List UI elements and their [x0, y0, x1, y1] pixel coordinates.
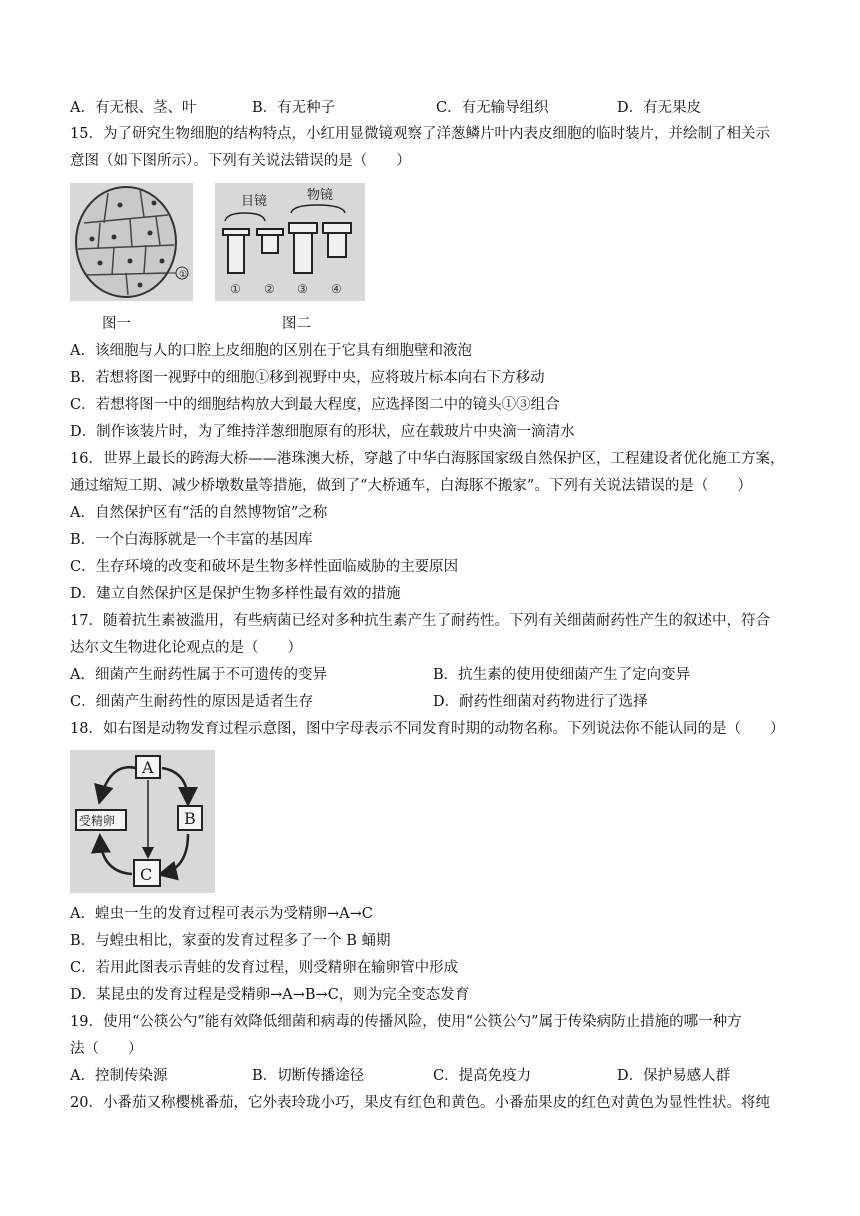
q18-stem-line1: 18．如右图是动物发育过程示意图，图中字母表示不同发育时期的动物名称。下列说法你不能认同的是（ ） — [70, 721, 785, 737]
q19-option-a: A．控制传染源 — [70, 1068, 168, 1084]
lenses-illustration — [215, 183, 365, 301]
q17-stem-line2: 达尔文生物进化论观点的是（ ） — [70, 640, 302, 656]
fertilized-egg-label: 受精卵 — [79, 814, 116, 828]
q18-option-c: C．若用此图表示青蛙的发育过程，则受精卵在输卵管中形成 — [70, 960, 459, 976]
stage-b-label: B — [184, 809, 196, 828]
development-cycle-illustration — [70, 750, 215, 893]
q17-option-d: D．耐药性细菌对药物进行了选择 — [433, 694, 648, 710]
q17-option-c: C．细菌产生耐药性的原因是适者生存 — [70, 694, 314, 710]
objective-label: 物镜 — [307, 188, 334, 203]
q19-stem-line1: 19．使用“公筷公勺”能有效降低细菌和病毒的传播风险，使用“公筷公勺”属于传染病防止措施的哪一种方 — [70, 1014, 742, 1030]
q16-option-b: B．一个白海豚就是一个丰富的基因库 — [70, 532, 313, 548]
lens-num-3: ③ — [297, 282, 308, 296]
q14-option-c: C．有无输导组织 — [436, 100, 549, 116]
q19-stem-line2: 法（ ） — [70, 1041, 143, 1057]
q16-option-d: D．建立自然保护区是保护生物多样性最有效的措施 — [70, 586, 401, 602]
lens-num-2: ② — [264, 282, 275, 296]
q15-option-b: B．若想将图一视野中的细胞①移到视野中央，应将玻片标本向右下方移动 — [70, 370, 545, 386]
q16-stem-line2: 通过缩短工期、减少桥墩数量等措施，做到了“大桥通车，白海豚不搬家”。下列有关说法错误的是（ ） — [70, 478, 752, 494]
q18-option-a: A．蝗虫一生的发育过程可表示为受精卵→A→C — [70, 906, 373, 922]
q20-stem-line1: 20．小番茄又称樱桃番茄，它外表玲珑小巧，果皮有红色和黄色。小番茄果皮的红色对黄色为显性性状。将纯 — [70, 1095, 770, 1111]
q16-option-a: A．自然保护区有“活的自然博物馆”之称 — [70, 505, 328, 521]
figure-2-caption: 图二 — [282, 316, 311, 332]
q15-option-c: C．若想将图一中的细胞结构放大到最大程度，应选择图二中的镜头①③组合 — [70, 397, 560, 413]
q18-option-d: D．某昆虫的发育过程是受精卵→A→B→C，则为完全变态发育 — [70, 987, 470, 1003]
lens-num-1: ① — [230, 282, 241, 296]
q14-option-a: A．有无根、茎、叶 — [70, 100, 197, 116]
q18-option-b: B．与蝗虫相比，家蚕的发育过程多了一个 B 蛹期 — [70, 933, 391, 949]
q15-stem-line2: 意图（如下图所示）。下列有关说法错误的是（ ） — [70, 153, 411, 169]
fig1-marker-label: ① — [179, 270, 188, 280]
q15-figure-2 — [215, 183, 365, 301]
lens-num-4: ④ — [331, 282, 342, 296]
q19-option-c: C．提高免疫力 — [433, 1068, 532, 1084]
onion-cells-illustration — [70, 183, 193, 301]
q16-option-c: C．生存环境的改变和破坏是生物多样性面临威胁的主要原因 — [70, 559, 459, 575]
q19-option-b: B．切断传播途径 — [252, 1068, 365, 1084]
q17-option-a: A．细菌产生耐药性属于不可遗传的变异 — [70, 667, 327, 683]
q14-option-d: D．有无果皮 — [617, 100, 702, 116]
q16-stem-line1: 16．世界上最长的跨海大桥——港珠澳大桥，穿越了中华白海豚国家级自然保护区，工程建设者优化施工方案， — [70, 451, 785, 467]
stage-a-label: A — [142, 758, 154, 777]
q17-option-b: B．抗生素的使用使细菌产生了定向变异 — [433, 667, 691, 683]
q14-option-b: B．有无种子 — [252, 100, 336, 116]
eyepiece-label: 目镜 — [241, 194, 268, 209]
q15-option-d: D．制作该装片时，为了维持洋葱细胞原有的形状，应在载玻片中央滴一滴清水 — [70, 424, 575, 440]
q17-stem-line1: 17．随着抗生素被滥用，有些病菌已经对多种抗生素产生了耐药性。下列有关细菌耐药性产生的叙述中，符合 — [70, 613, 770, 629]
q15-figure-1 — [70, 183, 193, 301]
q18-development-diagram — [70, 750, 215, 893]
figure-1-caption: 图一 — [102, 316, 131, 332]
stage-c-label: C — [140, 865, 153, 884]
q15-option-a: A．该细胞与人的口腔上皮细胞的区别在于它具有细胞壁和液泡 — [70, 343, 472, 359]
q19-option-d: D．保护易感人群 — [617, 1068, 731, 1084]
q15-stem-line1: 15．为了研究生物细胞的结构特点，小红用显微镜观察了洋葱鳞片叶内表皮细胞的临时装片，并绘制了相关示 — [70, 126, 770, 142]
